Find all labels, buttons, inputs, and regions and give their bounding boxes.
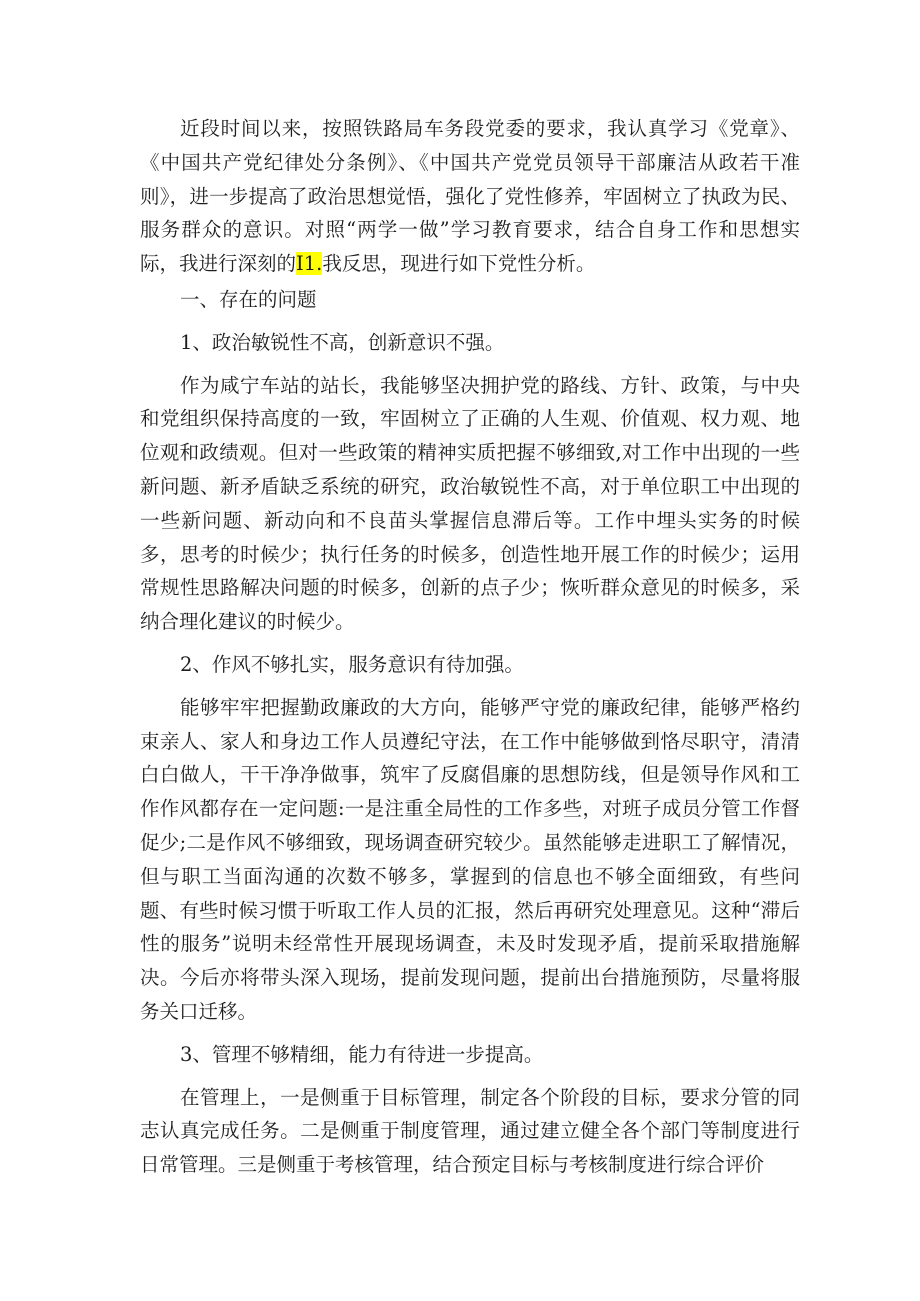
intro-paragraph: [140, 112, 800, 281]
highlighted-mark: I1.: [296, 252, 323, 276]
section-heading: 一、存在的问题: [180, 287, 317, 311]
intro-text-end: 我反思，现进行如下党性分析。: [322, 252, 596, 276]
item-1-body: 作为咸宁车站的站长，我能够坚决拥护党的路线、方针、政策，与中央和党组织保持高度的一致，牢固树立了正确的人生观、价值观、权力观、地位观和政绩观。但对一些政策的精神实质把握不够细致,对工作中出现的一些新问题、新矛盾缺乏系统的研究，政治敏锐性不高，对于单位职工中出现的一些新问题、新动向和不良苗头掌握信息滞后等。工作中埋头实务的时候多，思考的时候少；执行任务的时候多，创造性地开展工作的时候少；运用常规性思路解决问题的时候多，创新的点子少；恢听群众意见的时候多，采纳合理化建议的时候少。: [140, 373, 800, 634]
intro-text: 近段时间以来，按照铁路局车务段党委的要求，我认真学习《党章》、《中国共产党纪律处分条例》、《中国共产党党员领导干部廉洁从政若干准则》，进一步提高了政治思想觉悟，强化了党性修养，牢固树立了执政为民、服务群众的意识。对照“两学一做”学习教育要求，结合自身工作和思想实际，我进行深刻的: [140, 117, 800, 276]
item-3-body: 在管理上，一是侧重于目标管理，制定各个阶段的目标，要求分管的同志认真完成任务。二是侧重于制度管理，通过建立健全各个部门等制度进行日常管理。三是侧重于考核管理，结合预定目标与考核制度进行综合评价: [140, 1085, 800, 1177]
item-3-heading: 3、管理不够精细，能力有待进一步提高。: [180, 1042, 544, 1066]
document-page: [140, 112, 800, 1182]
item-2-body: 能够牢牢把握勤政廉政的大方向，能够严守党的廉政纪律，能够严格约束亲人、家人和身边工作人员遵纪守法，在工作中能够做到恪尽职守，清清白白做人，干干净净做事，筑牢了反腐倡廉的思想防线，但是领导作风和工作作风都存在一定问题:一是注重全局性的工作多些，对班子成员分管工作督促少;二是作风不够细致，现场调查研究较少。虽然能够走进职工了解情况，但与职工当面沟通的次数不够多，掌握到的信息也不够全面细致，有些问题、有些时候习惯于听取工作人员的汇报，然后再研究处理意见。这种“滞后性的服务”说明未经常性开展现场调查，未及时发现矛盾，提前采取措施解决。今后亦将带头深入现场，提前发现问题，提前出台措施预防，尽量将服务关口迁移。: [140, 695, 800, 1023]
item-1-heading: 1、政治敏锐性不高，创新意识不强。: [180, 330, 505, 354]
item-2-heading: 2、作风不够扎实，服务意识有待加强。: [180, 652, 524, 676]
